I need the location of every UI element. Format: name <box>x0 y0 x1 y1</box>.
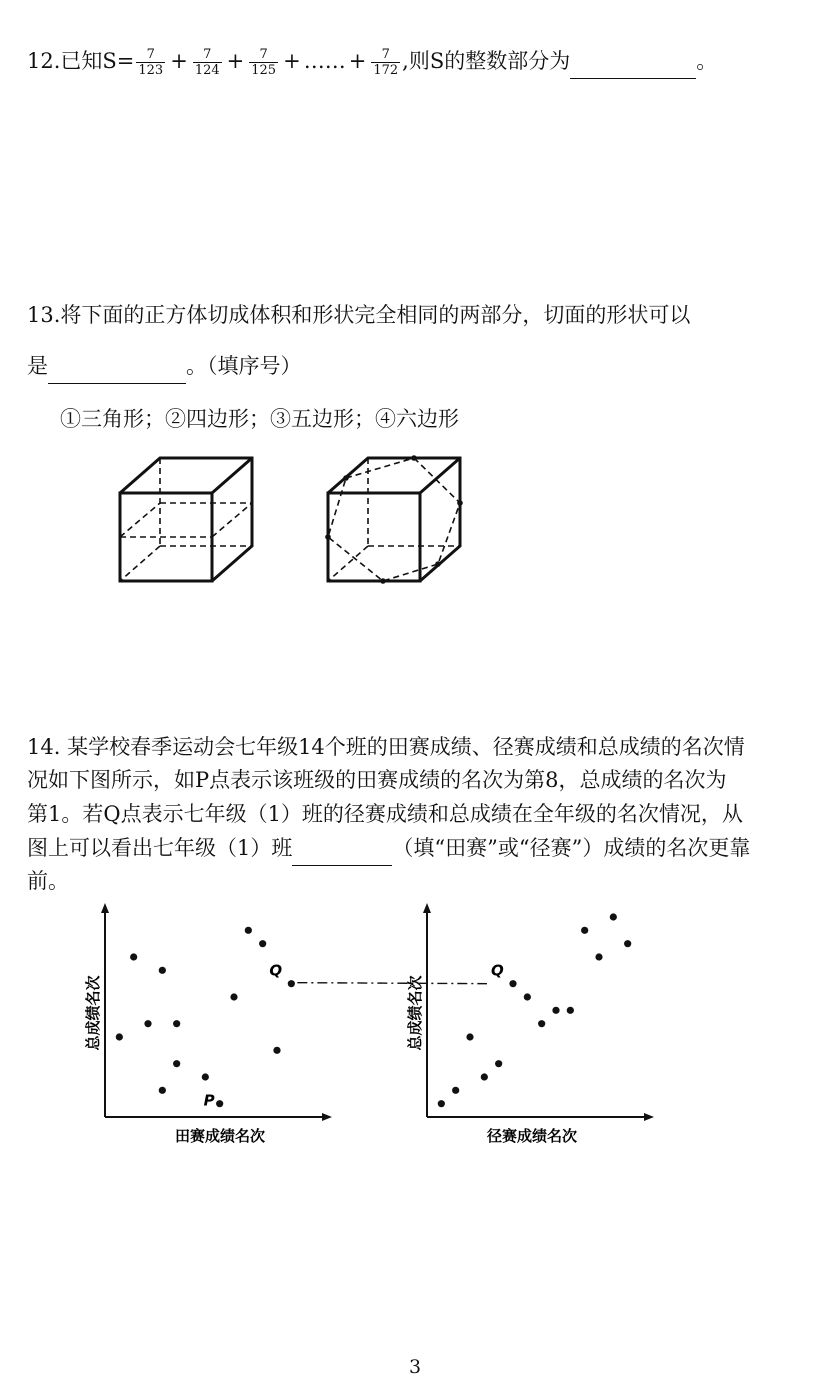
q13-options: ①三角形；②四边形；③五边形；④六边形 <box>60 407 459 431</box>
point-label-q: Q <box>269 961 283 980</box>
plus-sign: + <box>348 49 367 73</box>
plus-sign: + <box>283 49 301 73</box>
plus-sign: + <box>170 49 188 73</box>
point-label-q: Q <box>491 961 504 980</box>
plus-sign: + <box>226 49 245 73</box>
q12-suffix: ,则S的整数部分为 <box>402 49 571 73</box>
q12-prefix: 12.已知S= <box>27 49 135 73</box>
ellipsis: …… <box>303 49 346 73</box>
q14-line5: 前。 <box>27 869 69 893</box>
q14-line2: 况如下图所示，如P点表示该班级的田赛成绩的名次为第8，总成绩的名次为 <box>27 768 727 792</box>
x-axis-label: 田赛成绩名次 <box>174 1127 266 1145</box>
page-number: 3 <box>409 1356 422 1378</box>
fraction-2: $\frac{7}{124}$ <box>194 47 220 78</box>
fraction-last: $\frac{7}{172}$ <box>373 47 399 78</box>
fraction-1: $\frac{7}{123}$ <box>138 47 164 78</box>
q13-line1: 13.将下面的正方体切成体积和形状完全相同的两部分，切面的形状可以 <box>27 303 691 327</box>
q-connector-line <box>297 983 487 984</box>
point-label-p: P <box>203 1091 215 1110</box>
q12-end: 。 <box>696 49 718 73</box>
q14-line3: 第1。若Q点表示七年级（1）班的径赛成绩和总成绩在全年级的名次情况，从 <box>27 802 743 826</box>
y-axis-label: 总成绩名次 <box>406 975 424 1051</box>
y-axis-label: 总成绩名次 <box>84 975 102 1051</box>
q14-line1: 14. 某学校春季运动会七年级14个班的田赛成绩、径赛成绩和总成绩的名次情 <box>27 735 745 759</box>
x-axis-label: 径赛成绩名次 <box>486 1127 578 1145</box>
q14-line4: 图上可以看出七年级（1）班 （填“田赛”或“径赛”）成绩的名次更靠 <box>27 831 750 866</box>
fraction-3: $\frac{7}{125}$ <box>251 47 277 78</box>
q13-line2: 是 。（填序号） <box>27 349 302 384</box>
